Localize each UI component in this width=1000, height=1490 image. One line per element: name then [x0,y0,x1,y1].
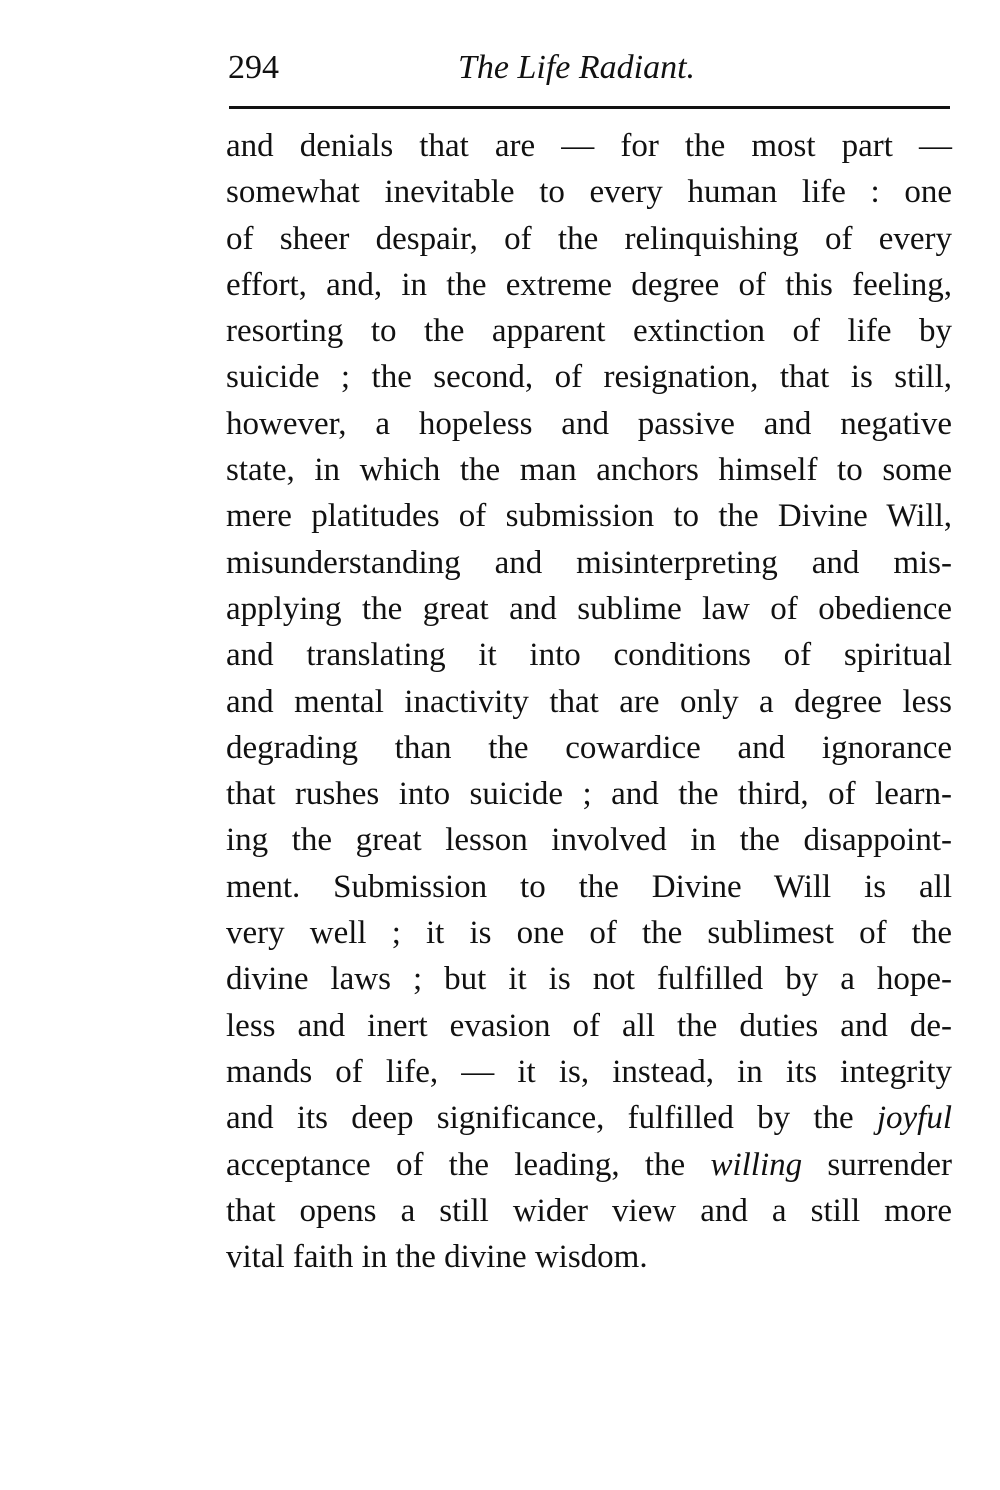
text-line: and mental inactivity that are only a degree less [226,683,952,720]
text-line: effort, and, in the extreme degree of this feeling, [226,266,952,303]
running-title: The Life Radiant. [458,49,696,86]
header-rule [229,106,950,109]
text-line: somewhat inevitable to every human life : one [226,174,952,211]
text-segment: surrender [802,1146,952,1183]
text-line: and denials that are — for the most part — [226,128,952,164]
text-line: ment. Submission to the Divine Will is all [226,868,952,905]
italic-word-joyful: joyful [876,1100,952,1137]
text-line: that opens a still wider view and a still more [226,1192,952,1229]
text-line: of sheer despair, of the relinquishing of every [226,220,952,257]
text-line: that rushes into suicide ; and the third, of learn- [226,776,952,813]
text-line: resorting to the apparent extinction of life by [226,313,952,350]
italic-word-willing: willing [710,1146,803,1183]
text-line: however, a hopeless and passive and negative [226,405,952,442]
text-line: ing the great lesson involved in the disappoint- [226,822,952,859]
final-text-line: vital faith in the divine wisdom. [226,1239,648,1276]
text-line: less and inert evasion of all the duties and de- [226,1007,952,1044]
text-line: very well ; it is one of the sublimest of the [226,915,952,952]
text-segment: acceptance of the leading, the [226,1146,711,1183]
text-line: divine laws ; but it is not fulfilled by a hope- [226,961,952,998]
running-head [228,44,950,92]
text-line: mands of life, — it is, instead, in its integrity [226,1053,952,1090]
body-text [226,123,952,1280]
text-line-emphasis-joyful [226,1095,952,1141]
text-line: degrading than the cowardice and ignorance [226,729,952,766]
text-line-emphasis-willing [226,1142,952,1188]
text-line: applying the great and sublime law of obedience [226,590,952,627]
text-line: mere platitudes of submission to the Divine Will, [226,498,952,535]
text-segment: and its deep significance, fulfilled by the [226,1100,877,1137]
text-line: suicide ; the second, of resignation, that is still, [226,359,952,396]
page-number: 294 [228,49,279,86]
text-line: and translating it into conditions of spiritual [226,637,952,674]
text-line: state, in which the man anchors himself to some [226,452,952,489]
text-line: misunderstanding and misinterpreting and mis- [226,544,952,581]
